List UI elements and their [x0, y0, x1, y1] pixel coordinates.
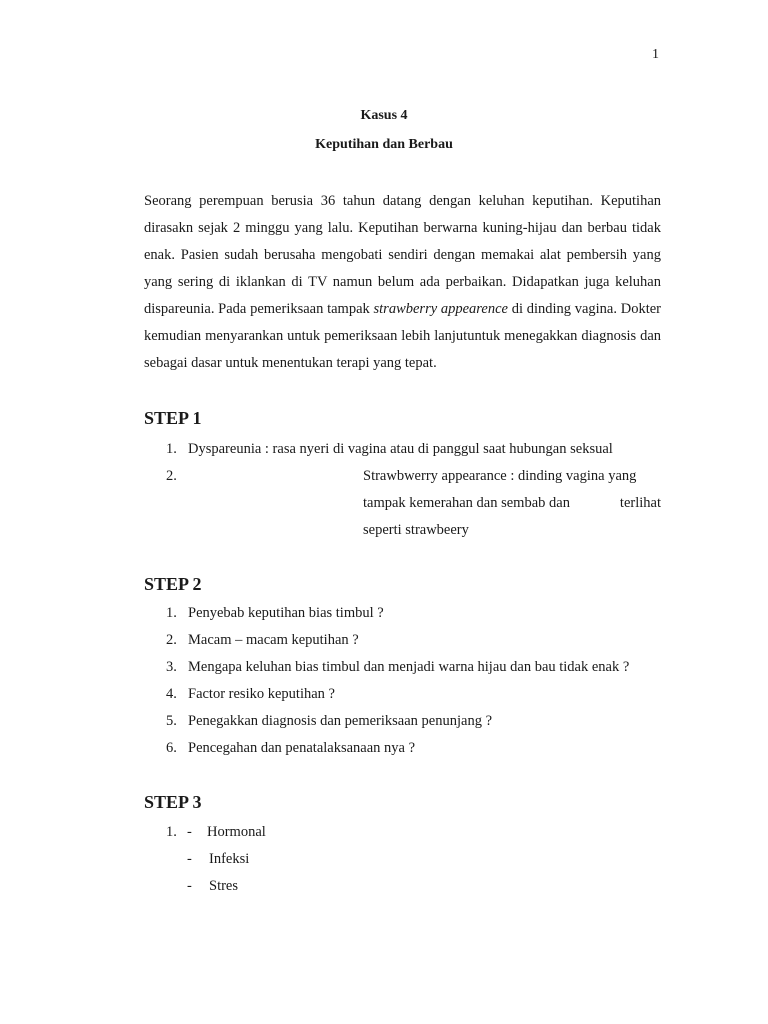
list-item-text: Pencegahan dan penatalaksanaan nya ?: [188, 740, 416, 756]
list-item-number: 3.: [166, 659, 177, 675]
list-item-text: [363, 463, 661, 544]
sub-list-item-text: Stres: [209, 878, 238, 894]
definition-line-part: tampak kemerahan dan sembab dan: [363, 495, 570, 511]
definition-line-part: terlihat: [619, 495, 661, 511]
list-item-number: 2.: [166, 468, 177, 484]
sub-list-item-text: Infeksi: [209, 851, 250, 867]
list-item-text: Dyspareunia : rasa nyeri di vagina atau di panggul saat hubungan seksual: [188, 441, 613, 457]
intro-text-part1: Seorang perempuan berusia 36 tahun datang dengan keluhan keputihan. Keputihan dirasakn sejak 2 minggu yang lalu. Keputihan berwarna kuning-hijau dan berbau tidak enak. Pasien sudah berusaha mengobati sendiri dengan memakai alat pembersih yang yang sering di iklankan di TV namun belum ada perbaikan. Didapatkan juga keluhan dispareunia. Pada pemeriksaan tampak: [144, 193, 661, 317]
sub-list-item: [187, 873, 238, 900]
page-number: 1: [652, 47, 659, 62]
dash-bullet: -: [187, 878, 192, 894]
list-item-number: 5.: [166, 713, 177, 729]
dash-bullet: -: [187, 824, 192, 840]
list-item-number: 4.: [166, 686, 177, 702]
step2-heading: STEP 2: [144, 574, 202, 594]
dash-bullet: -: [187, 851, 192, 867]
step1-heading: STEP 1: [144, 408, 202, 428]
definition-line: [363, 490, 661, 517]
list-item-text: Macam – macam keputihan ?: [188, 632, 359, 648]
intro-paragraph: [144, 188, 661, 377]
sub-list-item-text: Hormonal: [207, 824, 266, 840]
list-item-text: Penegakkan diagnosis dan pemeriksaan penunjang ?: [188, 713, 493, 729]
case-title: Keputihan dan Berbau: [315, 137, 453, 152]
intro-emphasis: strawberry appearence: [373, 301, 508, 317]
list-item-text: Mengapa keluhan bias timbul dan menjadi warna hijau dan bau tidak enak ?: [188, 659, 630, 675]
intro-text-part2: di dinding vagina. Dokter kemudian menyarankan untuk pemeriksaan lebih lanjutuntuk menegakkan diagnosis dan sebagai dasar untuk menentukan terapi yang tepat.: [144, 301, 661, 371]
list-item-number: 2.: [166, 632, 177, 648]
list-item-text: Factor resiko keputihan ?: [188, 686, 335, 702]
case-number: Kasus 4: [360, 108, 408, 123]
definition-line: Strawbwerry appearance : dinding vagina yang: [363, 468, 637, 484]
list-item-text: Penyebab keputihan bias timbul ?: [188, 605, 384, 621]
list-item-number: 1.: [166, 824, 177, 840]
list-item-number: 6.: [166, 740, 177, 756]
list-item-number: 1.: [166, 605, 177, 621]
sub-list-item: [187, 819, 266, 846]
step3-heading: STEP 3: [144, 792, 202, 812]
definition-line: seperti strawbeery: [363, 522, 469, 538]
sub-list-item: [187, 846, 249, 873]
list-item-number: 1.: [166, 441, 177, 457]
